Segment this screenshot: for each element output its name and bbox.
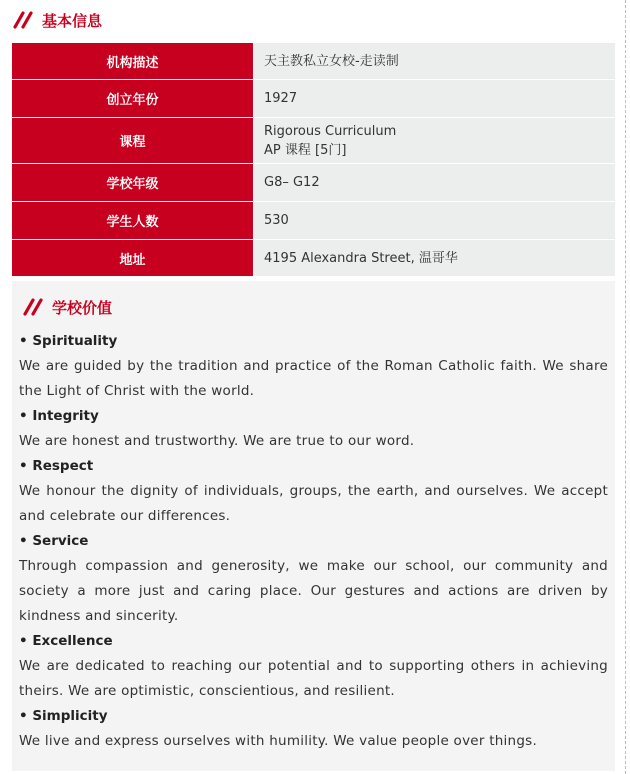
value-description: We live and express ourselves with humility. We value people over things. [19, 733, 538, 749]
row-label: 地址 [12, 240, 254, 276]
school-values-title: 学校价值 [52, 298, 113, 317]
double-slash-icon [22, 298, 48, 316]
row-value-text: Rigorous Curriculum [264, 123, 397, 139]
value-description: We honour the dignity of individuals, groups, the earth, and ourselves. We accept and celebrate our differences. [19, 483, 608, 524]
row-value-text: 天主教私立女校-走读制 [264, 53, 399, 69]
school-values-header [22, 295, 112, 319]
value-description: Through compassion and generosity, we make our school, our community and society a more just and caring place. Our gestures and actions are driven by kindness and sincerity. [19, 558, 608, 624]
value-description: We are honest and trustworthy. We are true to our word. [19, 433, 415, 449]
basic-info-header [12, 8, 102, 32]
row-value [254, 43, 615, 79]
row-value-text-2: AP 课程 [5门] [264, 142, 347, 158]
table-row [12, 118, 615, 164]
row-value [254, 80, 615, 117]
basic-info-title: 基本信息 [42, 11, 103, 30]
table-row [12, 164, 615, 202]
row-value [254, 164, 615, 201]
value-description: We are dedicated to reaching our potential and to supporting others in achieving theirs. We are optimistic, conscientious, and resilient. [19, 658, 608, 699]
row-value-text: 4195 Alexandra Street, 温哥华 [264, 250, 458, 266]
value-description: We are guided by the tradition and practice of the Roman Catholic faith. We share the Light of Christ with the world. [19, 358, 608, 399]
row-value-text: 530 [264, 213, 289, 228]
table-row [12, 202, 615, 240]
row-label: 课程 [12, 118, 254, 163]
value-heading: • Spirituality [19, 333, 118, 349]
value-heading: • Integrity [19, 408, 99, 424]
row-value [254, 202, 615, 239]
value-heading: • Simplicity [19, 708, 108, 724]
school-values-panel [12, 281, 615, 771]
table-row [12, 80, 615, 118]
row-label: 创立年份 [12, 80, 254, 117]
table-row [12, 43, 615, 80]
basic-info-table [12, 43, 615, 277]
page-divider [625, 0, 626, 774]
row-value-text: 1927 [264, 91, 298, 106]
value-heading: • Service [19, 533, 89, 549]
double-slash-icon [12, 11, 38, 29]
school-values-list [19, 329, 608, 754]
value-heading: • Respect [19, 458, 94, 474]
value-heading: • Excellence [19, 633, 113, 649]
row-value [254, 240, 615, 276]
table-row [12, 240, 615, 277]
row-label: 机构描述 [12, 43, 254, 79]
row-label: 学生人数 [12, 202, 254, 239]
row-value [254, 118, 615, 163]
row-label: 学校年级 [12, 164, 254, 201]
row-value-text: G8– G12 [264, 175, 320, 190]
